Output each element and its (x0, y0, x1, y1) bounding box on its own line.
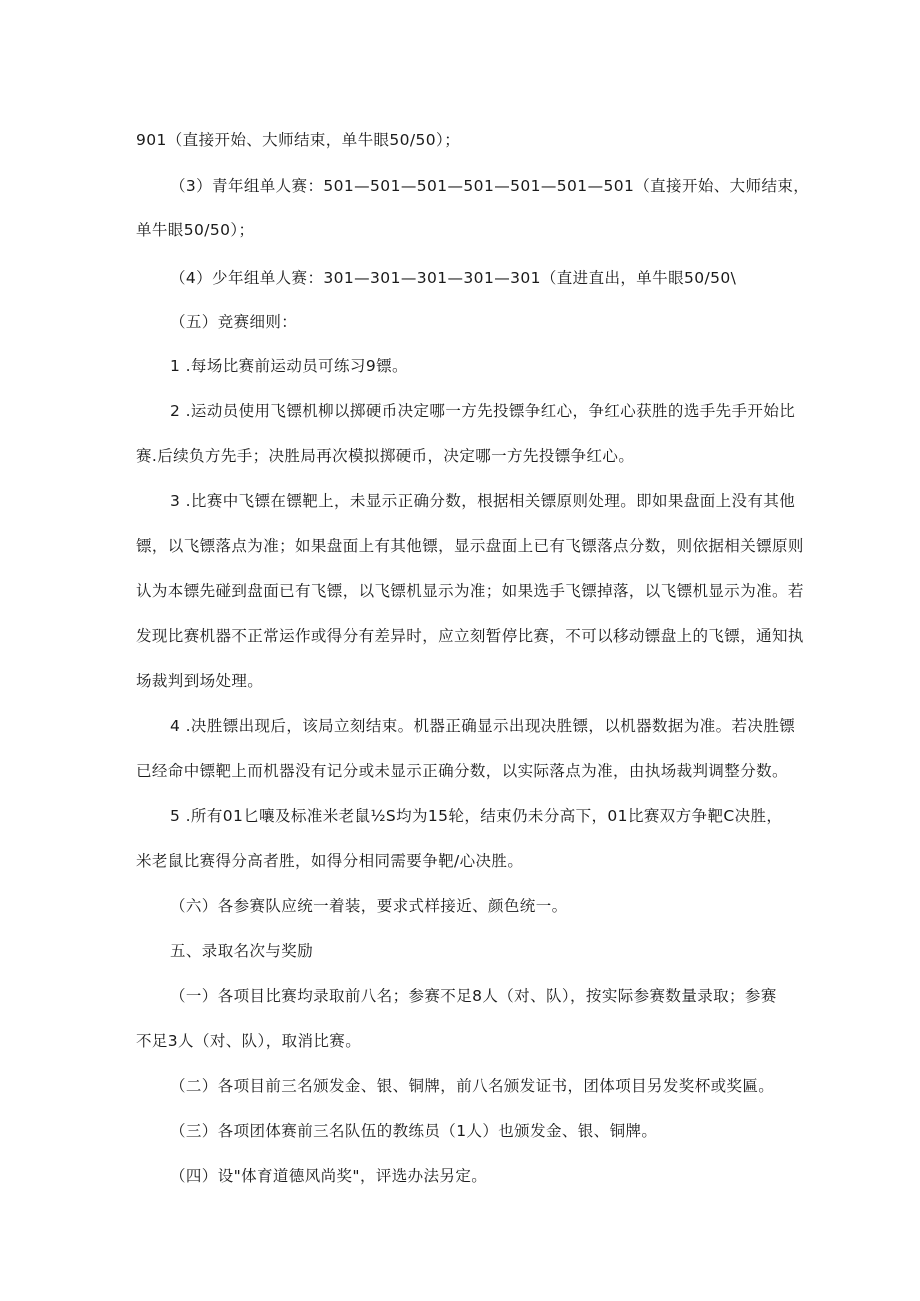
text-line: 2 .运动员使用飞镖机柳以掷硬币决定哪一方先投镖争红心，争红心获胜的选手先手开始比 (170, 402, 796, 420)
section-heading: 五、录取名次与奖励 (170, 942, 314, 960)
text-line: 不足3人（对、队），取消比赛。 (136, 1032, 362, 1050)
text-line: （一）各项目比赛均录取前八名；参赛不足8人（对、队），按实际参赛数量录取；参赛 (170, 987, 777, 1005)
text-line: 认为本镖先碰到盘面已有飞镖，以飞镖机显示为准；如果选手飞镖掉落，以飞镖机显示为准。若 (136, 582, 804, 600)
text-line: 4 .决胜镖出现后，该局立刻结束。机器正确显示出现决胜镖，以机器数据为准。若决胜镖 (170, 717, 796, 735)
text-line: （六）各参赛队应统一着装，要求式样接近、颜色统一。 (170, 897, 568, 915)
text-line: （四）设"体育道德风尚奖"，评选办法另定。 (170, 1167, 488, 1185)
text-line: 场裁判到场处理。 (136, 672, 264, 690)
text-line: 米老鼠比赛得分高者胜，如得分相同需要争靶/心决胜。 (136, 852, 524, 870)
text-line: （三）各项团体赛前三名队伍的教练员（1人）也颁发金、银、铜牌。 (170, 1122, 658, 1140)
text-line: 单牛眼50/50）； (136, 221, 255, 239)
text-line: 3 .比赛中飞镖在镖靶上，未显示正确分数，根据相关镖原则处理。即如果盘面上没有其他 (170, 492, 796, 510)
text-line: 901（直接开始、大师结束，单牛眼50/50）； (136, 131, 461, 149)
text-line: 镖，以飞镖落点为准；如果盘面上有其他镖，显示盘面上已有飞镖落点分数，则依据相关镖原则 (136, 537, 804, 555)
text-line: 赛.后续负方先手；决胜局再次模拟掷硬币，决定哪一方先投镖争红心。 (136, 447, 635, 465)
text-line: （二）各项目前三名颁发金、银、铜牌，前八名颁发证书，团体项目另发奖杯或奖匾。 (170, 1077, 775, 1095)
text-line: （3）青年组单人赛：501—501—501—501—501—501—501（直接开始、大师结束， (170, 177, 810, 195)
text-line: （4）少年组单人赛：301—301—301—301—301（直进直出，单牛眼50/50\ (170, 269, 737, 287)
text-line: 发现比赛机器不正常运作或得分有差异时，应立刻暂停比赛，不可以移动镖盘上的飞镖，通知执 (136, 627, 804, 645)
text-line: 已经命中镖靶上而机器没有记分或未显示正确分数，以实际落点为准，由执场裁判调整分数。 (136, 762, 788, 780)
text-line: 1 .每场比赛前运动员可练习9镖。 (170, 357, 408, 375)
section-heading: （五）竞赛细则： (170, 313, 298, 331)
text-line: 5 .所有01匕嚷及标准米老鼠½S均为15轮，结束仍未分高下，01比赛双方争靶C决胜， (170, 807, 783, 825)
